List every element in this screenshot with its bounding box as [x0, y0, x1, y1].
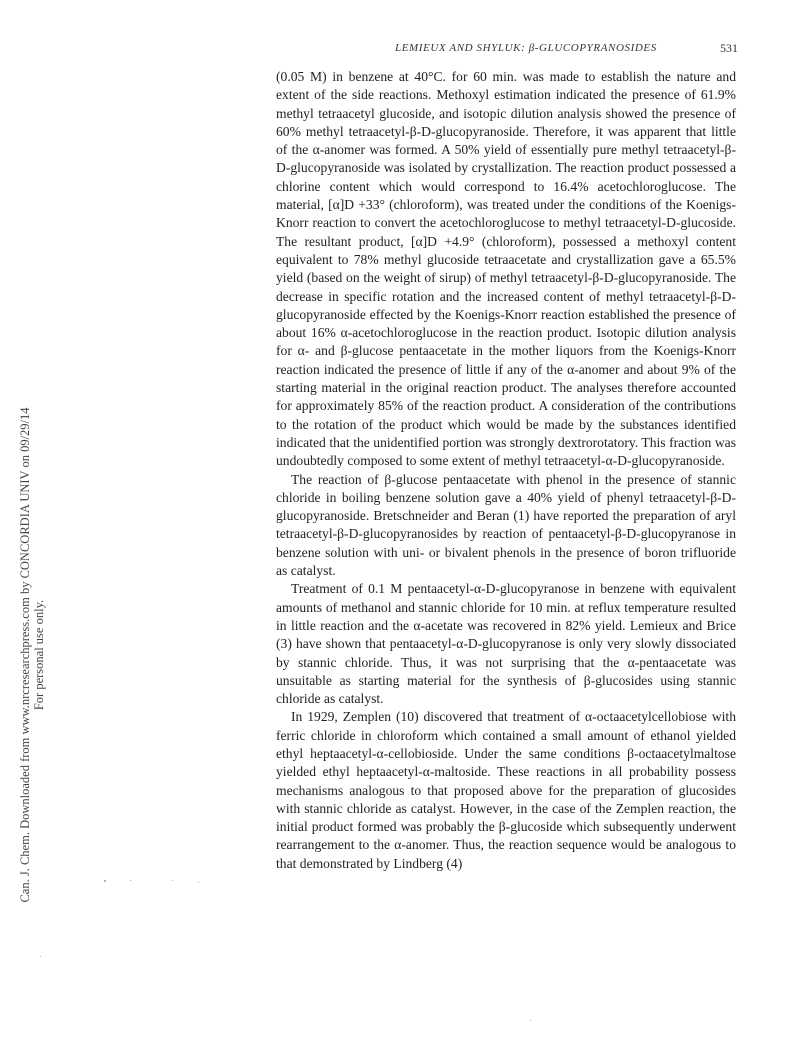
paragraph-side-reactions: (0.05 M) in benzene at 40°C. for 60 min. was made to establish the nature and extent of the side reactions. Methoxyl estimation indicated the presence of 61.9% methyl tetraacetyl glucoside, and isotopic dilution analysis showed the presence of 60% methyl tetraacetyl-β-D-glucopyranoside. Therefore, it was apparent that little of the α-anomer was formed. A 50% yield of essentially pure methyl tetraacetyl-β-D-glucopyranoside was isolated by crystallization. The reaction product possessed a chlorine content which would correspond to 16.4% acetochloroglucose. The material, [α]D +33° (chloroform), was treated under the conditions of the Koenigs-Knorr reaction to convert the acetochloroglucose to methyl tetraacetyl-D-glucoside. The resultant product, [α]D +4.9° (chloroform), possessed a methoxyl content equivalent to 78% methyl glucoside tetraacetate and crystallization gave a 65.5% yield (based on the weight of sirup) of methyl tetraacetyl-β-D-glucopyranoside. The decrease in specific rotation and the increased content of methyl tetraacetyl-β-D-glucopyranoside effected by the Koenigs-Knorr reaction established the presence of about 16% α-acetochloroglucose in the reaction product. Isotopic dilution analysis for α- and β-glucose pentaacetate in the mother liquors from the Koenigs-Knorr reaction indicated the presence of little if any of the α-anomer and about 9% of the starting material in the original reaction product. The analyses therefore accounted for approximately 85% of the reaction product. A consideration of the contributions to the rotation of the product which would be made by the substances identified indicated that the unidentified portion was strongly dextrorotatory. This fraction was undoubtedly composed to some extent of methyl tetraacetyl-α-D-glucopyranoside. [276, 69, 736, 469]
running-title: LEMIEUX AND SHYLUK: β-GLUCOPYRANOSIDES [395, 42, 657, 54]
paragraph-zemplen: In 1929, Zemplen (10) discovered that treatment of α-octaacetylcellobiose with ferric chloride in chloroform which contained a small amount of ethanol yielded ethyl heptaacetyl-α-cellobioside. Under the same conditions β-octaacetylmaltose yielded ethyl heptaacetyl-α-maltoside. These reactions in all probability possess mechanisms analogous to that proposed above for the preparation of glucosides with stannic chloride as catalyst. However, in the case of the Zemplen reaction, the initial product formed was probably the β-glucoside which subsequently underwent rearrangement to the α-anomer. Thus, the reaction sequence would be analogous to that demonstrated by Lindberg (4) [276, 709, 736, 871]
scan-speck [530, 1020, 531, 1021]
scan-speck [104, 880, 106, 882]
watermark-source-line: Can. J. Chem. Downloaded from www.nrcresearchpress.com by CONCORDIA UNIV on 09/29/14 [18, 407, 32, 903]
paragraph-phenol-reaction: The reaction of β-glucose pentaacetate with phenol in the presence of stannic chloride in boiling benzene solution gave a 40% yield of phenyl tetraacetyl-β-D-glucopyranoside. Bretschneider and Beran (1) have reported the preparation of aryl tetraacetyl-β-D-glucopyranosides by reaction of pentaacetyl-β-D-glucopyranose in benzene solution with uni- or bivalent phenols in the presence of boron trifluoride as catalyst. [276, 471, 736, 579]
scan-speck [198, 882, 199, 883]
body-text [276, 68, 736, 873]
scan-speck [40, 956, 41, 957]
running-header [0, 42, 811, 62]
paragraph-alpha-pentaacetate: Treatment of 0.1 M pentaacetyl-α-D-glucopyranose in benzene with equivalent amounts of methanol and stannic chloride for 10 min. at reflux temperature resulted in little reaction and the α-acetate was recovered in 82% yield. Lemieux and Brice (3) have shown that pentaacetyl-α-D-glucopyranose is only very slowly dissociated by stannic chloride. Thus, it was not surprising that the α-pentaacetate was unsuitable as starting material for the synthesis of β-glucosides using stannic chloride as catalyst. [276, 581, 736, 707]
scan-speck [130, 880, 131, 881]
download-watermark [0, 0, 46, 1051]
page-number: 531 [720, 41, 738, 55]
watermark-usage-line: For personal use only. [32, 599, 46, 711]
scan-speck [172, 880, 173, 881]
